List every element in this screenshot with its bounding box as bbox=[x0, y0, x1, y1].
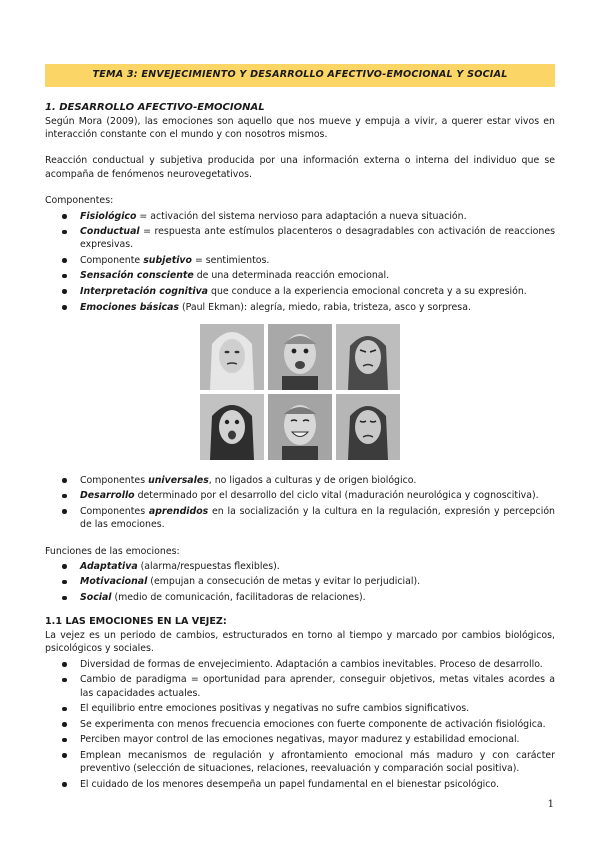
list-item: Cambio de paradigma = oportunidad para aprender, conseguir objetivos, metas vitales acordes a las capacidades actuales. bbox=[80, 674, 555, 699]
components-list bbox=[45, 210, 555, 314]
subsection-title: 1.1 LAS EMOCIONES EN LA VEJEZ: bbox=[45, 616, 227, 628]
list-item: Componentes aprendidos en la socialización y la cultura en la regulación, expresión y percepción de las emociones. bbox=[80, 505, 555, 531]
list-item: Conductual = respuesta ante estímulos placenteros o desagradables con activación de reacciones expresivas. bbox=[80, 226, 555, 251]
face-photo bbox=[336, 394, 400, 460]
list-item: El cuidado de los menores desempeña un papel fundamental en el bienestar psicológico. bbox=[80, 778, 555, 791]
face-photo bbox=[268, 324, 332, 390]
list-item: Diversidad de formas de envejecimiento. Adaptación a cambios inevitables. Proceso de desarrollo. bbox=[80, 658, 555, 671]
paragraph: Según Mora (2009), las emociones son aquello que nos mueve y empuja a vivir, a querer estar vivos en interacción constante con el mundo y con nosotros mismos. bbox=[45, 115, 555, 141]
functions-label: Funciones de las emociones: bbox=[45, 545, 180, 557]
list-item: Motivacional (empujan a consecución de metas y evitar lo perjudicial). bbox=[80, 575, 555, 588]
list-item: Perciben mayor control de las emociones negativas, mayor madurez y estabilidad emocional. bbox=[80, 733, 555, 746]
list-item: Adaptativa (alarma/respuestas flexibles). bbox=[80, 560, 555, 573]
document-page bbox=[45, 64, 555, 793]
components-label: Componentes: bbox=[45, 195, 114, 207]
list-item: Interpretación cognitiva que conduce a la experiencia emocional concreta y a su expresión. bbox=[80, 285, 555, 298]
list-item: El equilibrio entre emociones positivas y negativas no sufre cambios significativos. bbox=[80, 702, 555, 715]
face-photo bbox=[268, 394, 332, 460]
traits-list bbox=[45, 474, 555, 532]
list-item: Componente subjetivo = sentimientos. bbox=[80, 254, 555, 267]
list-item: Componentes universales, no ligados a culturas y de origen biológico. bbox=[80, 474, 555, 487]
list-item: Se experimenta con menos frecuencia emociones con fuerte componente de activación fisiológica. bbox=[80, 718, 555, 731]
list-item: Emplean mecanismos de regulación y afrontamiento emocional más maduro y con carácter preventivo (selección de situaciones, relaciones, reevaluación y comparación social positiva). bbox=[80, 749, 555, 774]
paragraph: Reacción conductual y subjetiva producida por una información externa o interna del individuo que se acompaña de fenómenos neurovegetativos. bbox=[45, 155, 555, 180]
face-photo bbox=[200, 324, 264, 390]
section-title: 1. DESARROLLO AFECTIVO-EMOCIONAL bbox=[45, 101, 265, 113]
old-age-list bbox=[45, 658, 555, 791]
list-item: Desarrollo determinado por el desarrollo del ciclo vital (maduración neurológica y cognoscitiva). bbox=[80, 489, 555, 502]
page-number: 1 bbox=[547, 799, 554, 810]
functions-list bbox=[45, 560, 555, 604]
face-photo bbox=[200, 394, 264, 460]
list-item: Sensación consciente de una determinada reacción emocional. bbox=[80, 269, 555, 282]
ekman-faces-image bbox=[200, 324, 400, 460]
face-photo bbox=[336, 324, 400, 390]
list-item: Social (medio de comunicación, facilitadoras de relaciones). bbox=[80, 591, 555, 604]
list-item: Fisiológico = activación del sistema nervioso para adaptación a nueva situación. bbox=[80, 210, 555, 223]
paragraph: La vejez es un periodo de cambios, estructurados en torno al tiempo y marcado por cambios biológicos, psicológicos y sociales. bbox=[45, 629, 555, 655]
list-item: Emociones básicas (Paul Ekman): alegría, miedo, rabia, tristeza, asco y sorpresa. bbox=[80, 301, 555, 314]
topic-banner: TEMA 3: ENVEJECIMIENTO Y DESARROLLO AFECTIVO-EMOCIONAL Y SOCIAL bbox=[45, 64, 555, 87]
